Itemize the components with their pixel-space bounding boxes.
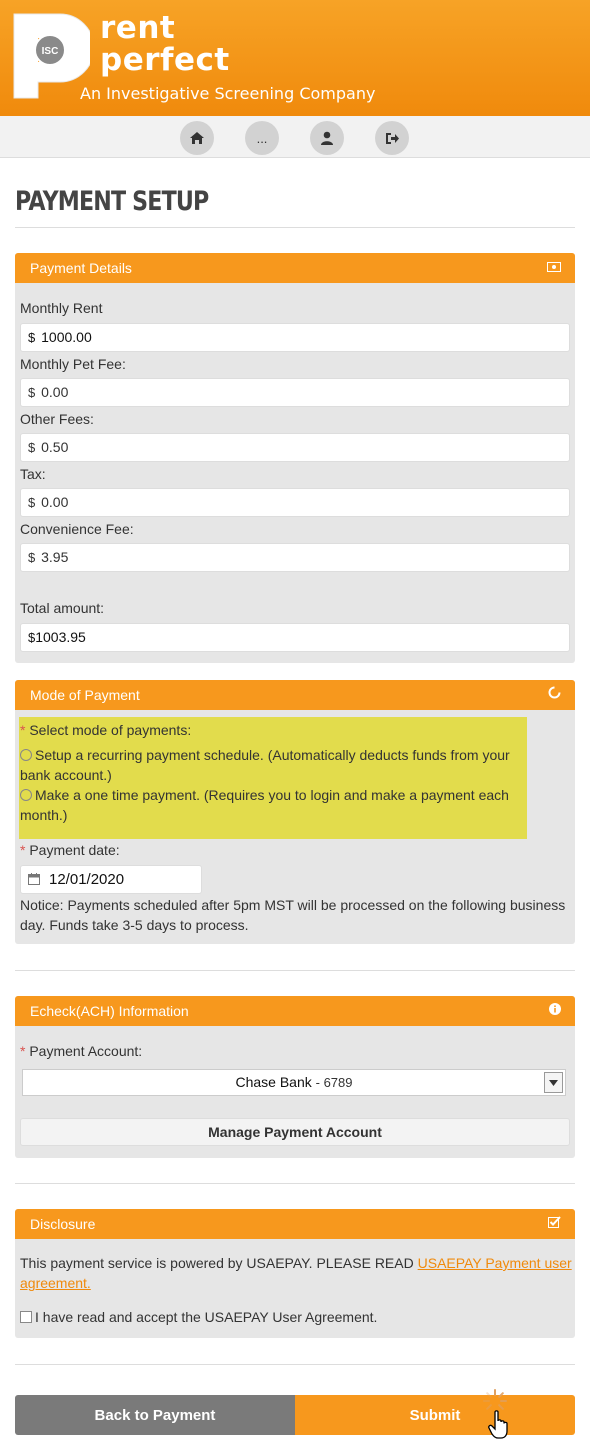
recurring-radio[interactable] xyxy=(20,749,32,761)
disclosure-text-block xyxy=(20,1253,575,1293)
logo-badge: ISC xyxy=(41,46,59,57)
mode-of-payment-title: Mode of Payment xyxy=(30,687,140,703)
nav-profile-button[interactable] xyxy=(310,121,344,155)
manage-payment-account-button[interactable]: Manage Payment Account xyxy=(20,1118,570,1146)
disclosure-title: Disclosure xyxy=(30,1216,96,1232)
currency-symbol: $ xyxy=(28,630,36,645)
top-nav xyxy=(0,116,590,158)
calendar-icon xyxy=(28,867,40,894)
total-amount-label: Total amount: xyxy=(20,600,105,616)
currency-symbol: $ xyxy=(28,385,36,400)
submit-label: Submit xyxy=(409,1406,461,1424)
info-icon xyxy=(549,996,561,1026)
disclosure-header xyxy=(15,1209,575,1239)
tax-value: 0.00 xyxy=(41,494,69,510)
monthly-rent-value: 1000.00 xyxy=(41,329,92,345)
other-fees-field xyxy=(20,433,570,462)
echeck-title: Echeck(ACH) Information xyxy=(30,1003,189,1019)
tax-field xyxy=(20,488,570,517)
payment-account-text: Payment Account: xyxy=(29,1043,143,1059)
section-divider xyxy=(15,1364,575,1365)
title-divider xyxy=(15,227,575,228)
required-marker: * xyxy=(20,842,26,858)
account-suffix: - 6789 xyxy=(315,1075,353,1090)
refresh-icon xyxy=(548,680,561,710)
payment-account-label xyxy=(20,1043,142,1059)
payment-date-value: 12/01/2020 xyxy=(49,871,125,888)
sign-out-icon xyxy=(385,132,400,145)
mode-selection-highlight xyxy=(19,717,527,839)
disclosure-panel xyxy=(15,1209,575,1338)
convenience-fee-field xyxy=(20,543,570,572)
other-fees-label: Other Fees: xyxy=(20,411,94,427)
rent-perfect-logo xyxy=(10,10,90,102)
user-icon xyxy=(320,131,334,145)
brand-name-rent: rent xyxy=(100,10,176,46)
disclosure-text: This payment service is powered by USAEPAY. PLEASE READ xyxy=(20,1255,414,1271)
required-marker: * xyxy=(20,1043,26,1059)
nav-logout-button[interactable] xyxy=(375,121,409,155)
accept-agreement-label: I have read and accept the USAEPAY User Agreement. xyxy=(35,1309,378,1325)
currency-symbol: $ xyxy=(28,495,36,510)
accept-agreement-checkbox[interactable] xyxy=(20,1311,32,1323)
convenience-fee-value: 3.95 xyxy=(41,549,69,565)
account-bank: Chase Bank xyxy=(235,1074,312,1090)
echeck-header xyxy=(15,996,575,1026)
total-amount-field xyxy=(20,623,570,652)
page-title: PAYMENT SETUP xyxy=(15,186,209,217)
app-header xyxy=(0,0,590,116)
currency-symbol: $ xyxy=(28,330,36,345)
pet-fee-field xyxy=(20,378,570,407)
echeck-panel xyxy=(15,996,575,1158)
payment-details-title: Payment Details xyxy=(30,260,132,276)
currency-symbol: $ xyxy=(28,440,36,455)
payment-account-select[interactable] xyxy=(22,1069,566,1096)
back-to-payment-button[interactable]: Back to Payment xyxy=(15,1395,295,1435)
usaepay-agreement-link[interactable]: USAEPAY Payment user agreement. xyxy=(20,1255,572,1291)
hand-cursor-icon xyxy=(488,1410,510,1440)
pet-fee-label: Monthly Pet Fee: xyxy=(20,356,126,372)
submit-button[interactable] xyxy=(295,1395,575,1435)
brand-name-perfect: perfect xyxy=(100,42,230,78)
payment-details-panel xyxy=(15,253,575,663)
monthly-rent-input[interactable] xyxy=(20,323,570,352)
required-marker: * xyxy=(20,722,26,738)
one-time-radio[interactable] xyxy=(20,789,32,801)
convenience-fee-label: Convenience Fee: xyxy=(20,521,134,537)
currency-symbol: $ xyxy=(28,550,36,565)
nav-home-button[interactable] xyxy=(180,121,214,155)
processing-notice: Notice: Payments scheduled after 5pm MST will be processed on the following business day. Funds take 3-5 days to process. xyxy=(20,897,566,933)
check-square-icon xyxy=(548,1209,561,1239)
chevron-down-icon[interactable] xyxy=(544,1072,563,1093)
tax-label: Tax: xyxy=(20,466,46,482)
mode-of-payment-panel xyxy=(15,680,575,944)
recurring-option[interactable] xyxy=(20,745,525,785)
nav-more-button[interactable] xyxy=(245,121,279,155)
total-amount-value: 1003.95 xyxy=(35,629,86,645)
payment-date-input[interactable] xyxy=(20,865,202,894)
brand-tagline: An Investigative Screening Company xyxy=(80,84,376,103)
home-icon xyxy=(189,131,205,145)
ellipsis-icon: ... xyxy=(256,130,268,146)
payment-details-header xyxy=(15,253,575,283)
select-mode-label xyxy=(20,722,191,738)
one-time-option-label: Make a one time payment. (Requires you to login and make a payment each month.) xyxy=(20,787,509,823)
payment-date-text: Payment date: xyxy=(29,842,120,858)
money-icon xyxy=(547,253,561,283)
pet-fee-value: 0.00 xyxy=(41,384,69,400)
mode-of-payment-header xyxy=(15,680,575,710)
payment-date-label xyxy=(20,842,120,858)
recurring-option-label: Setup a recurring payment schedule. (Automatically deducts funds from your bank account.) xyxy=(20,747,510,783)
section-divider xyxy=(15,1183,575,1184)
accept-agreement-row[interactable] xyxy=(20,1309,377,1325)
monthly-rent-label: Monthly Rent xyxy=(20,300,103,316)
select-mode-text: Select mode of payments: xyxy=(29,722,192,738)
one-time-option[interactable] xyxy=(20,785,525,825)
section-divider xyxy=(15,970,575,971)
other-fees-value: 0.50 xyxy=(41,439,69,455)
